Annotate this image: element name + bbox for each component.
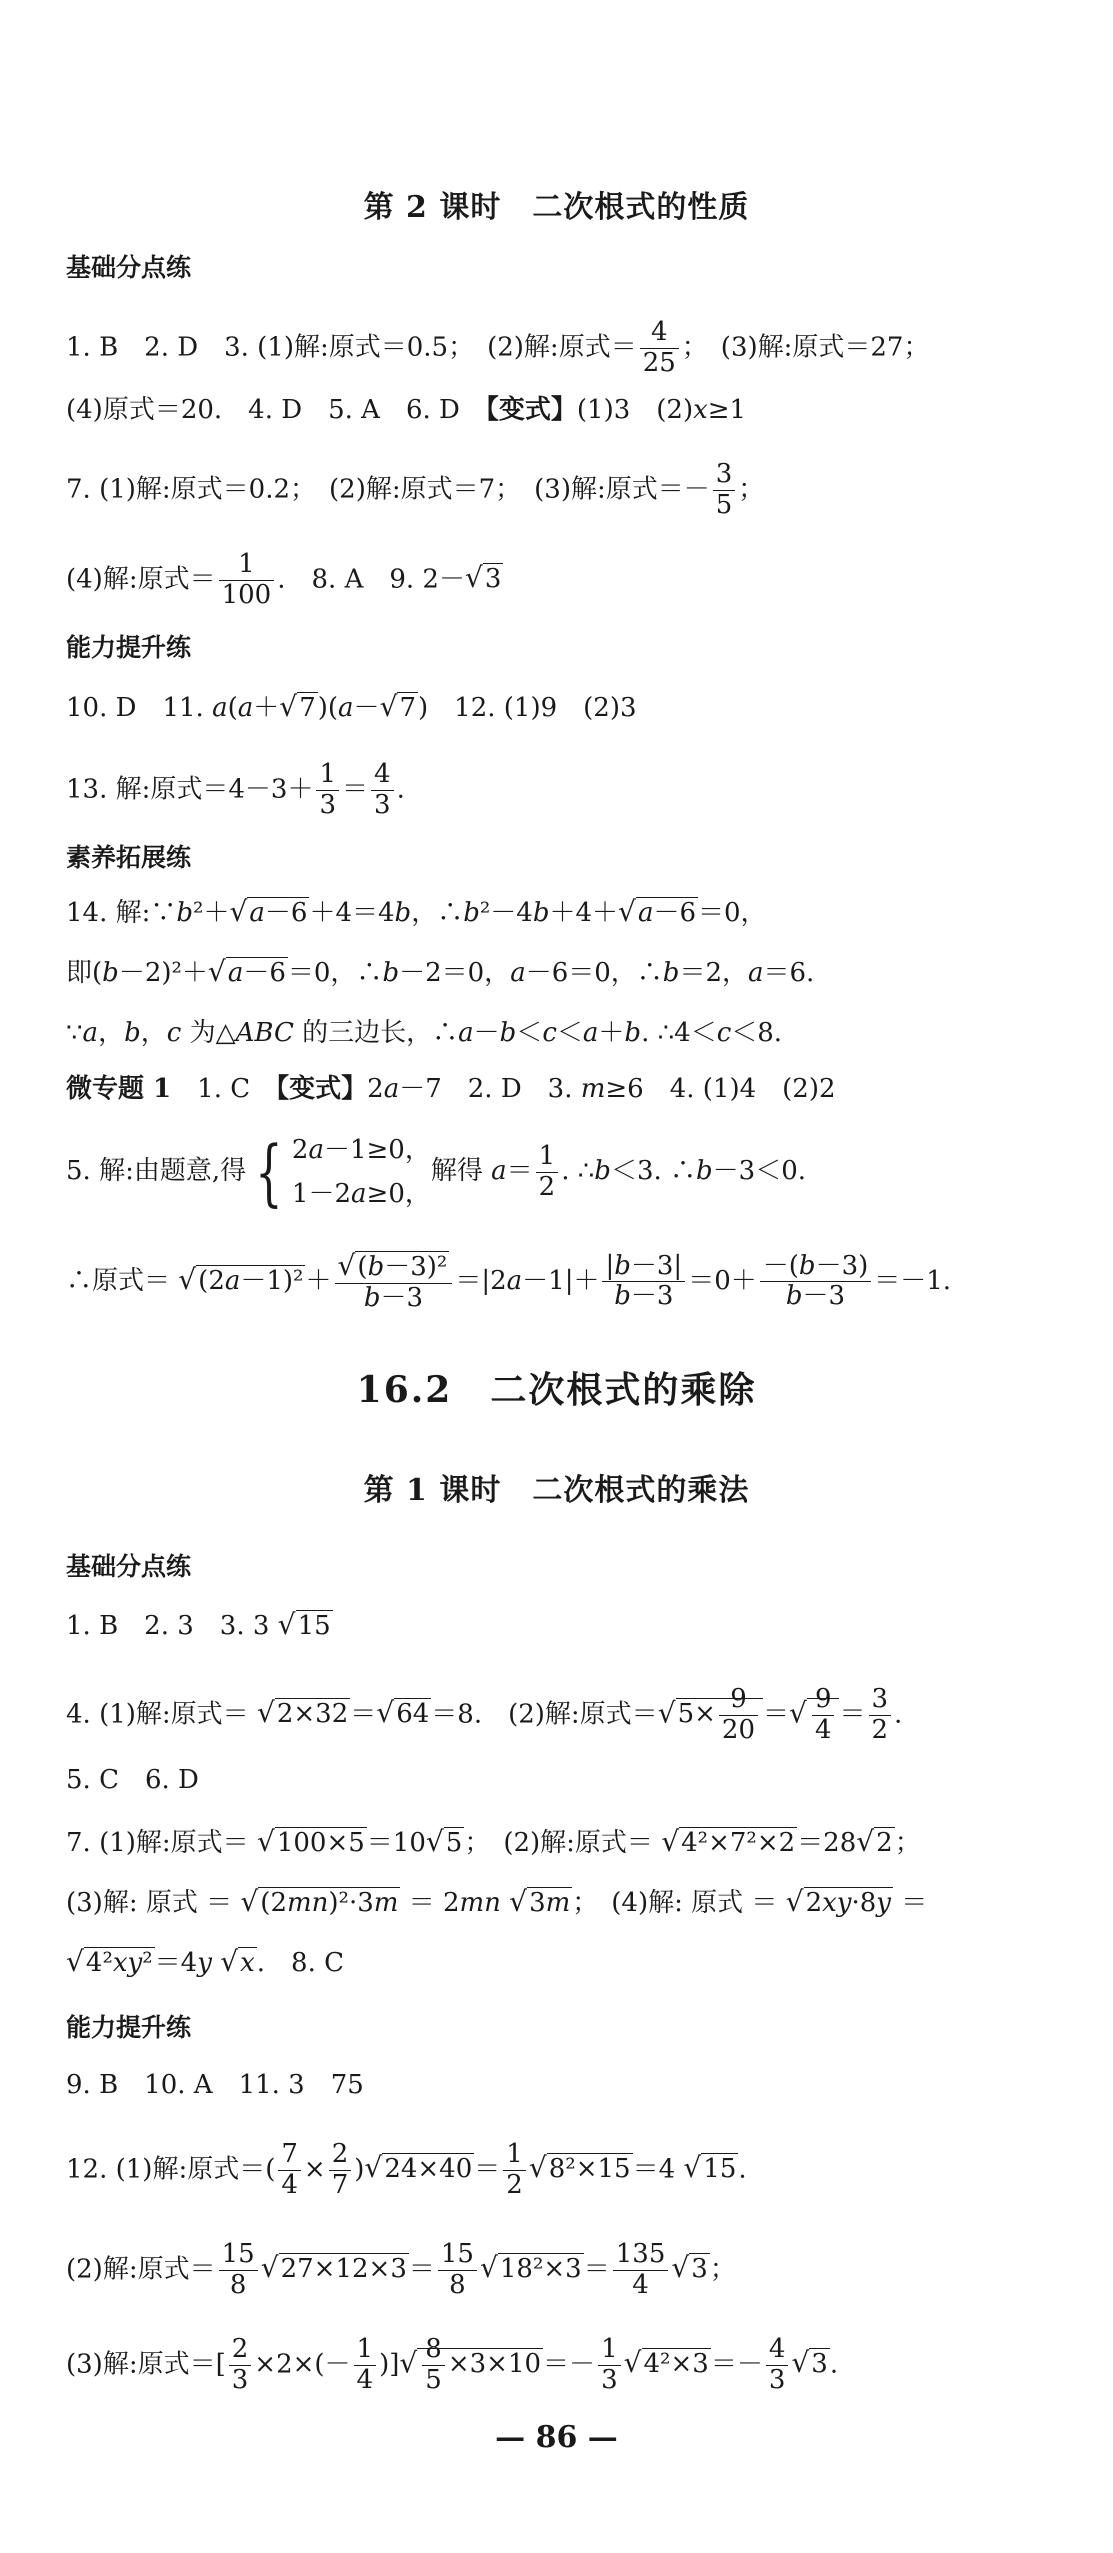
section-basic-practice: 基础分点练 — [66, 253, 192, 282]
answer-line-11: 5. 解:由题意,得 { 2a－1≥0， 1－2a≥0，解得 a＝ $\frac{1}{2}$ . ∴b＜3. ∴b－3＜0. — [66, 1130, 807, 1214]
section-ability-practice-2: 能力提升练 — [66, 2013, 192, 2042]
answer-line-3: 7. (1)解:原式＝0.2； (2)解:原式＝7； (3)解:原式＝－ $\frac{3}{5}$ ； — [66, 459, 765, 520]
answer-line-7: 14. 解:∵b²＋√a－6＋4＝4b，∴b²－4b＋4＋√a－6＝0， — [66, 895, 767, 928]
answer-line-21: (2)解:原式＝ $\frac{15}{8}$ √27×12×3＝ $\frac{15}{8}$ √18²×3＝ $\frac{135}{4}$ √3； — [66, 2239, 736, 2300]
section-basic-practice-2: 基础分点练 — [66, 1552, 192, 1581]
answer-line-2: (4)原式＝20. 4. D 5. A 6. D 【变式】(1)3 (2)x≥1 — [66, 395, 747, 425]
section-16-2-heading: 16.2 二次根式的乘除 — [356, 1369, 757, 1411]
answer-line-13: 1. B 2. 3 3. 3 √15 — [66, 1608, 331, 1641]
answer-line-15: 5. C 6. D — [66, 1765, 199, 1795]
answer-line-20: 12. (1)解:原式＝( $\frac{7}{4}$ × $\frac{2}{7}$ )√24×40＝ $\frac{1}{2}$ √8²×15＝4 √15. — [66, 2139, 747, 2200]
answer-line-18: √4²xy²＝4y √x. 8. C — [66, 1945, 344, 1978]
answer-line-9: ∵a，b，c 为△ABC 的三边长，∴a－b＜c＜a＋b. ∴4＜c＜8. — [66, 1018, 783, 1048]
answer-line-4: (4)解:原式＝ $\frac{1}{100}$ . 8. A 9. 2－√3 — [66, 549, 502, 610]
answer-line-22: (3)解:原式＝[ $\frac{2}{3}$ ×2×(－ $\frac{1}{4}$ )]√ $\frac{8}{5}$ ×3×10＝－ $\frac{1}{3}$ √4²×3＝－ $\frac{4}{3}$ √3. — [66, 2334, 839, 2395]
answer-line-5: 10. D 11. a(a＋√7)(a－√7) 12. (1)9 (2)3 — [66, 690, 637, 723]
answer-line-12: ∴原式＝ √(2a－1)²＋ $\frac{\text{√(b－3)²}}{b-3}$ ＝|2a－1|＋ $\frac{|b-3|}{b-3}$ ＝0＋ $\frac{-(b-3)}{b-3}$ ＝－1. — [66, 1249, 952, 1313]
answer-line-16: 7. (1)解:原式＝ √100×5＝10√5； (2)解:原式＝ √4²×7²×2＝28√2； — [66, 1825, 921, 1858]
answer-line-10: 微专题 1 1. C 【变式】2a－7 2. D 3. m≥6 4. (1)4 (2)2 — [66, 1074, 836, 1104]
page-number: — 86 — — [495, 2420, 618, 2455]
lesson-2-title: 第 2 课时 二次根式的性质 — [363, 190, 750, 225]
answer-line-6: 13. 解:原式＝4－3＋ $\frac{1}{3}$ ＝ $\frac{4}{3}$ . — [66, 759, 405, 820]
answer-line-1: 1. B 2. D 3. (1)解:原式＝0.5； (2)解:原式＝ $\frac{4}{25}$ ； (3)解:原式＝27； — [66, 317, 930, 378]
answer-line-17: (3)解: 原式 ＝ √(2mn)²·3m ＝ 2mn √3m； (4)解: 原式 ＝ √2xy·8y ＝ — [66, 1885, 928, 1918]
section-ability-practice: 能力提升练 — [66, 633, 192, 662]
section-literacy-practice: 素养拓展练 — [66, 843, 192, 872]
answer-line-19: 9. B 10. A 11. 3 75 — [66, 2070, 364, 2100]
answer-line-8: 即(b－2)²＋√a－6＝0，∴b－2＝0，a－6＝0，∴b＝2，a＝6. — [66, 955, 815, 988]
answer-line-14: 4. (1)解:原式＝ √2×32＝√64＝8. (2)解:原式＝√5× $\frac{9}{20}$ ＝√ $\frac{9}{4}$ ＝ $\frac{3}{2}$ . — [66, 1684, 903, 1745]
lesson-1-title: 第 1 课时 二次根式的乘法 — [363, 1473, 750, 1508]
